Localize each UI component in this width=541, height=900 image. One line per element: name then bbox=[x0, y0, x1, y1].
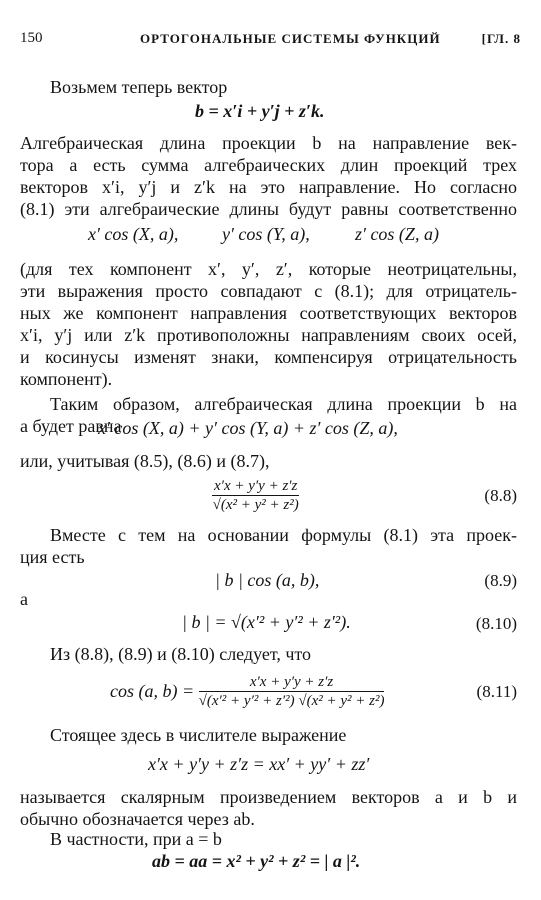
equation-number: (8.8) bbox=[484, 486, 517, 505]
paragraph-thus-line: Таким образом, алгебраическая длина проекции b на bbox=[50, 394, 517, 414]
paragraph-components-line: ных же компонент направления соответствующих векторов bbox=[20, 303, 517, 323]
paragraph-components-line: x′i, y′j или z′k противоположны направлениям своих осей, bbox=[20, 325, 517, 345]
conjunction-a: а bbox=[20, 589, 28, 609]
chapter-label: [ГЛ. 8 bbox=[481, 31, 521, 46]
paragraph-numerator: Стоящее здесь в числителе выражение bbox=[50, 725, 347, 745]
equation-8-9: | b | cos (a, b), bbox=[215, 570, 320, 590]
equation-projection-sum: x′ cos (X, a) + y′ cos (Y, a) + z′ cos (Z, a), bbox=[98, 418, 398, 438]
equation-component-z: z′ cos (Z, a) bbox=[355, 224, 439, 244]
fraction-numerator: x′x + y′y + z′z bbox=[199, 673, 385, 692]
paragraph-intro: Возьмем теперь вектор bbox=[50, 77, 228, 97]
running-title: ОРТОГОНАЛЬНЫЕ СИСТЕМЫ ФУНКЦИЙ bbox=[140, 31, 441, 46]
paragraph-formula-line: Вместе с тем на основании формулы (8.1) эта проек- bbox=[50, 525, 517, 545]
equation-square: ab = aa = x² + y² + z² = | a |². bbox=[152, 851, 361, 871]
equation-vector-b: b = x′i + y′j + z′k. bbox=[195, 101, 325, 121]
equation-number: (8.10) bbox=[475, 614, 517, 633]
paragraph-scalar-product-line: называется скалярным произведением векторов a и b и bbox=[20, 787, 517, 807]
paragraph-components-line: и косинусы изменят знаки, компенсируя отрицательность bbox=[20, 347, 517, 367]
equation-8-10: | b | = √(x′² + y′² + z′²). bbox=[182, 612, 351, 632]
paragraph-components-line: эти выражения просто совпадают с (8.1); для отрицатель- bbox=[20, 281, 517, 301]
page-number: 150 bbox=[20, 30, 43, 46]
page-header bbox=[20, 30, 521, 54]
paragraph-thus-line: a будет равна bbox=[20, 416, 122, 436]
equation-number: (8.9) bbox=[484, 571, 517, 590]
equation-component-x: x′ cos (X, a), bbox=[88, 224, 179, 244]
equation-8-11 bbox=[110, 673, 384, 710]
paragraph-components-line: компонент). bbox=[20, 369, 113, 389]
paragraph-projection-line: тора a есть сумма алгебраических длин проекций трех bbox=[20, 155, 517, 175]
equation-component-y: y′ cos (Y, a), bbox=[222, 224, 310, 244]
paragraph-projection-line: векторов x′i, y′j и z′k на это направление. Но согласно bbox=[20, 177, 517, 197]
equation-number: (8.11) bbox=[476, 682, 517, 701]
fraction-numerator: x′x + y′y + z′z bbox=[214, 478, 298, 494]
paragraph-projection-line: (8.1) эти алгебраические длины будут равны соответственно bbox=[20, 199, 517, 219]
paragraph-formula-line: ция есть bbox=[20, 547, 85, 567]
paragraph-projection-line: Алгебраическая длина проекции b на направление век- bbox=[20, 133, 517, 153]
fraction-denominator: √(x′² + y′² + z′²) √(x² + y² + z²) bbox=[198, 693, 385, 709]
paragraph-follows: Из (8.8), (8.9) и (8.10) следует, что bbox=[50, 644, 312, 664]
paragraph-scalar-product-line: обычно обозначается через ab. bbox=[20, 809, 255, 829]
equation-scalar: x′x + y′y + z′z = xx′ + yy′ + zz′ bbox=[148, 754, 370, 774]
fraction-denominator: √(x² + y² + z²) bbox=[212, 497, 299, 513]
paragraph-components-line: (для тех компонент x′, y′, z′, которые неотрицательны, bbox=[20, 259, 517, 279]
paragraph-considering: или, учитывая (8.5), (8.6) и (8.7), bbox=[20, 451, 270, 471]
equation-left-side: cos (a, b) = bbox=[110, 681, 195, 701]
paragraph-in-particular: В частности, при a = b bbox=[50, 829, 222, 849]
equation-8-8 bbox=[212, 477, 299, 514]
